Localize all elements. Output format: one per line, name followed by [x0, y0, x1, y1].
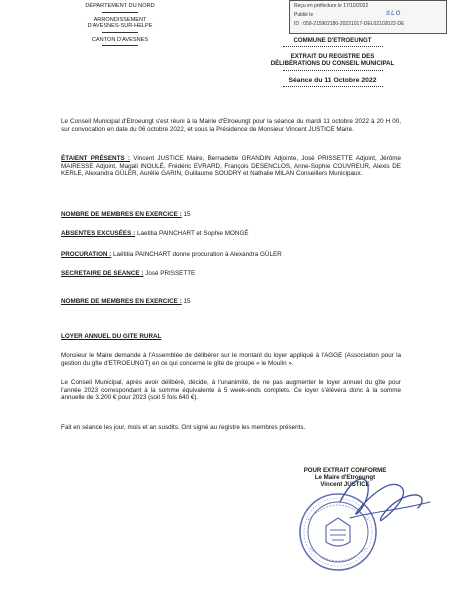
header-rule [102, 12, 138, 13]
extract-title-line1: EXTRAIT DU REGISTRE DES [290, 53, 375, 61]
header-rule [102, 32, 138, 33]
header-rule [102, 45, 138, 46]
members-in-office [61, 211, 401, 219]
department: DÉPARTEMENT DU NORD [85, 3, 155, 9]
excused-names: Laetitia PAINCHART et Sophie MONGÉ [136, 230, 249, 237]
proxy-section [61, 251, 401, 259]
deliberation-subject: LOYER ANNUEL DU GITE RURAL [61, 333, 162, 340]
closing-statement: Fait en séance les jour, mois et an susdits. Ont signé au registre les membres présents. [61, 424, 306, 431]
secretary-name: José PRISSETTE [145, 270, 196, 277]
members-value: 15 [183, 298, 191, 305]
administrative-header [70, 3, 170, 50]
prefecture-receipt-stamp [289, 0, 447, 34]
secretary-label: SECRETAIRE DE SEANCE : [61, 270, 144, 277]
present-label: ÉTAIENT PRÉSENTS : [61, 155, 130, 162]
header-dotted-rule [283, 86, 383, 87]
header-dotted-rule [283, 70, 383, 71]
act-id: ID : 059-215902180-20221017-DEL02102022-DE [294, 21, 405, 27]
present-section [61, 155, 401, 178]
intro-paragraph: Le Conseil Municipal d'Etroeungt s'est réuni à la Mairie d'Etroeungt pour la séance du mardi 11 octobre 2022 à 20 H 00, sur convocation en date du 06 octobre 2022, et sous la Présidence de Monsieur Vincent JUSTICE Maire. [61, 118, 401, 133]
arrondissement-line2: D'AVESNES-SUR-HELPE [87, 23, 153, 30]
header-dotted-rule [283, 46, 383, 47]
excused-label: ABSENTES EXCUSÉES : [61, 230, 136, 237]
deliberation-request: Monsieur le Maire demande à l'Assemblée de délibérer sur le montant du loyer appliqué à l'AGGE (Association pour la gestion du gîte d'ETROEUNGT) en ce qui concerne le gîte de groupe « le Moulin ». [61, 352, 401, 367]
present-list: Vincent JUSTICE Maire, Bernadette GRANDIN Adjointe, José PRISSETTE Adjoint, Jérôme MAIRESSE Adjoint, Magali INOULÉ, Frédéric EVRARD, François DESENCLOS, Anne-Sophie COUVREUR, Alexis DE KERLE, Alexandra GÜLER, Aurélie GARIN, Guillaume SOUDRY et Nathalie MILAN Conseillers Municipaux. [61, 155, 401, 178]
canton: CANTON D'AVESNES [91, 36, 149, 43]
commune-name: COMMUNE D'ETROEUNGT [293, 37, 372, 44]
excused-section [61, 230, 401, 238]
members-label: NOMBRE DE MEMBRES EN EXERCICE : [61, 298, 182, 305]
session-date: Séance du 11 Octobre 2022 [288, 76, 377, 84]
signature-line3: Vincent JUSTICE [320, 481, 370, 489]
members-value: 15 [183, 211, 191, 218]
proxy-label: PROCURATION : [61, 251, 112, 258]
publication-date: Publié le [294, 12, 314, 18]
document-header [255, 37, 410, 93]
arrondissement-line1: ARRONDISSEMENT [93, 16, 147, 23]
extract-title-line2: DÉLIBÉRATIONS DU CONSEIL MUNICIPAL [270, 60, 395, 68]
mayor-handwritten-signature [330, 462, 440, 542]
members-label: NOMBRE DE MEMBRES EN EXERCICE : [61, 211, 182, 218]
slo-logo: SLO [386, 11, 402, 17]
receipt-date: Reçu en préfecture le 17/10/2022 [294, 3, 369, 9]
signature-line1: POUR EXTRAIT CONFORME [303, 467, 387, 474]
deliberation-decision: Le Conseil Municipal, après avoir délibéré, décide, à l'unanimité, de ne pas augmenter le loyer annuel du gîte pour l'année 2023 correspondant à la somme équivalente à 5 week-ends complets. Ce loyer s'élèvera donc à la somme annuelle de 3.200 € pour 2023 (soit 5 fois 640 €). [61, 379, 401, 402]
signature-line2: Le Maire d'Etroeungt [314, 474, 376, 482]
members-in-office-repeat [61, 298, 401, 306]
secretary-section [61, 270, 401, 278]
proxy-text: Laëtitia PAINCHART donne procuration à Alexandra GÜLER [113, 251, 282, 258]
